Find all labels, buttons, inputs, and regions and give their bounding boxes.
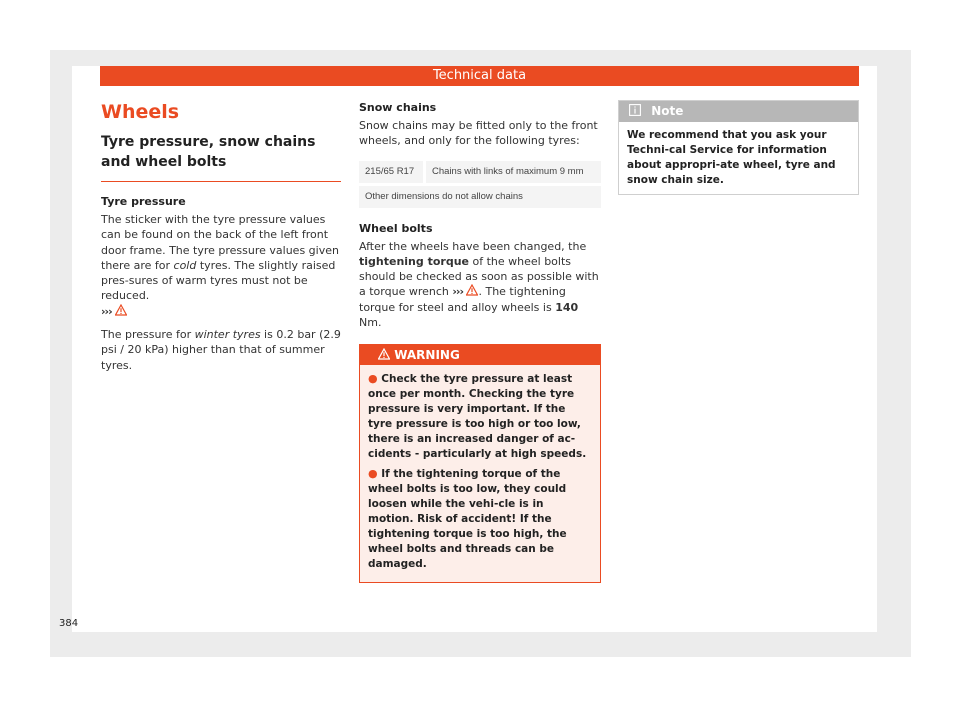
cross-reference-link[interactable]: ›››: [452, 285, 463, 299]
left-column: [101, 100, 341, 373]
tyre-pressure-text: The sticker with the tyre pressure values can be found on the back of the left front door frame. The tyre pressure values given there are for cold tyres. The slightly raised pres-sures of warm tyres must not be reduced. ›››: [101, 213, 339, 318]
section-header: Technical data: [100, 66, 859, 86]
right-column: [618, 100, 859, 195]
table-cell: Other dimensions do not allow chains: [359, 184, 601, 209]
page-title: Wheels: [101, 101, 180, 123]
cross-reference-link[interactable]: ›››: [101, 304, 112, 318]
note-label: Note: [651, 104, 684, 118]
note-header: [619, 101, 858, 122]
warning-box: [359, 344, 601, 583]
middle-column: [359, 100, 601, 583]
snow-chains-text: Snow chains may be fitted only to the front wheels, and only for the following tyres:: [359, 119, 598, 148]
snow-chains-title: Snow chains: [359, 101, 437, 114]
warning-item: ● If the tightening torque of the wheel bolts is too low, they could loosen while the vehi-cle is in motion. Risk of accident! If the tightening torque is too high, the wheel bolts and threads can be damaged.: [368, 467, 567, 571]
warning-label: WARNING: [394, 348, 460, 363]
note-text: We recommend that you ask your Techni-cal Service for information about appropri-ate wheel, tyre and snow chain size.: [627, 129, 836, 186]
warning-icon: [378, 348, 390, 360]
torque-value: 140: [555, 300, 579, 314]
emphasis-tightening-torque: tightening torque: [359, 254, 469, 268]
bullet-icon: ●: [368, 372, 378, 386]
tyre-pressure-title: Tyre pressure: [101, 195, 186, 208]
section-subheading: Tyre pressure, snow chains and wheel bolts: [101, 132, 341, 182]
table-cell: 215/65 R17: [359, 161, 425, 185]
warning-item: ● Check the tyre pressure at least once per month. Checking the tyre pressure is very important. If the tyre pressure is too high or too low, there is an increased danger of ac-cidents - particularly at high speeds.: [368, 372, 587, 461]
winter-tyre-text: The pressure for winter tyres is 0.2 bar (2.9 psi / 20 kPa) higher than that of summer tyres.: [101, 328, 341, 372]
info-icon: [629, 104, 641, 116]
warning-header: [360, 345, 600, 365]
emphasis-winter-tyres: winter tyres: [194, 328, 261, 342]
warning-icon[interactable]: [466, 284, 478, 296]
table-cell: Chains with links of maximum 9 mm: [425, 161, 602, 185]
table-row: [359, 184, 601, 209]
table-row: [359, 161, 601, 185]
snow-chain-table: [359, 161, 601, 211]
page-number: 384: [59, 618, 79, 629]
wheel-bolts-text: After the wheels have been changed, the tightening torque of the wheel bolts should be checked as soon as possible with a torque wrench ››› . The tightening torque for steel and alloy wheels is 140 Nm.: [359, 239, 599, 330]
note-box: [618, 100, 859, 195]
wheel-bolts-title: Wheel bolts: [359, 221, 433, 235]
warning-icon[interactable]: [115, 304, 127, 316]
bullet-icon: ●: [368, 467, 378, 481]
emphasis-cold: cold: [173, 258, 197, 272]
